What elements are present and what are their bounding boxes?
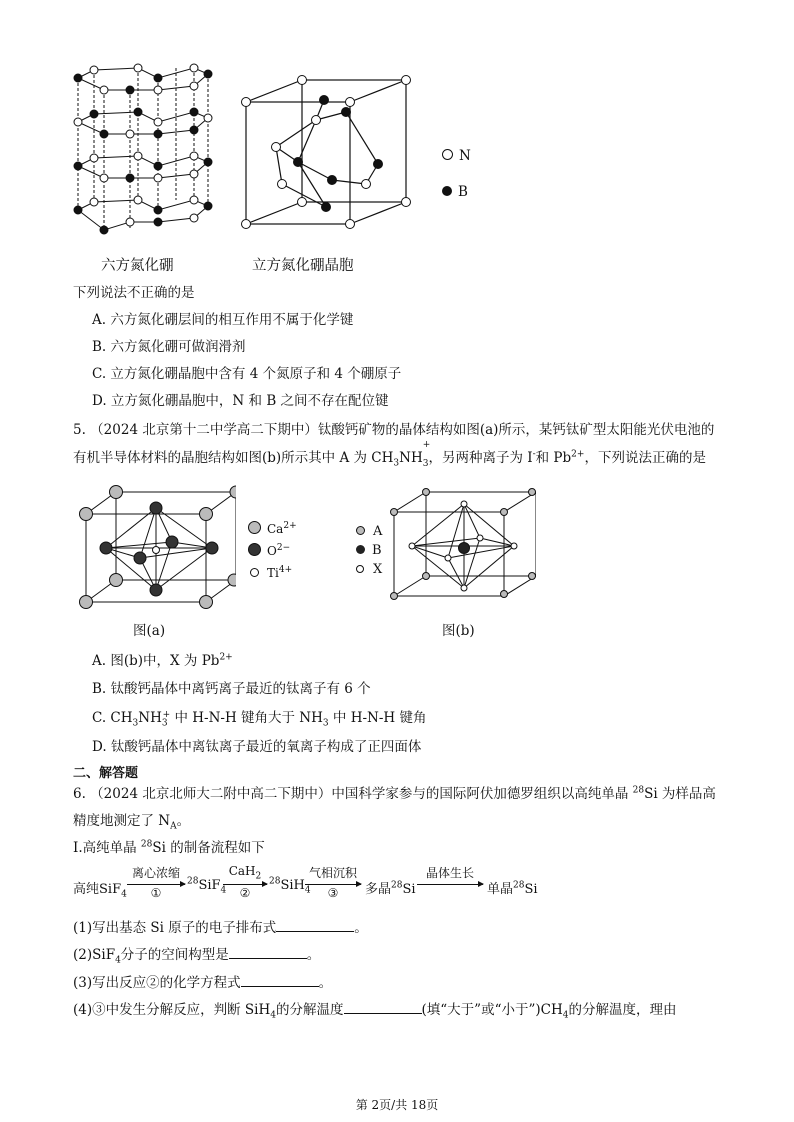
perovskite-figure-b — [386, 488, 536, 600]
legend-x-item — [356, 560, 382, 579]
flow-step-2: $^{28}$SiF$_4$ — [187, 876, 227, 896]
legend-ca-label: Ca — [267, 522, 284, 536]
perovskite-figure-a — [76, 484, 236, 610]
figure-b-caption: 图(b) — [442, 623, 475, 639]
legend-b-label-2: B — [372, 543, 382, 558]
flow-step-1: 高纯SiF$_4$ — [73, 882, 127, 900]
legend-b-label: B — [458, 184, 468, 200]
page-footer: 第 2页/共 18页 — [355, 1098, 439, 1112]
legend-o-item: $O^{2-}$ — [248, 540, 297, 562]
cubic-bn-unit-cell-figure — [236, 72, 426, 242]
q5-option-b: B. 钛酸钙晶体中离钙离子最近的钛离子有 6 个 — [92, 681, 371, 697]
q5-stem-line1: 5. （2024 北京第十二中学高二下期中）钛酸钙矿物的晶体结构如图(a)所示，某钙钛矿型太阳能光伏电池的 — [73, 422, 715, 438]
flow-step-4: 多晶$^{28}$Si — [365, 880, 416, 897]
q6-part1-title: Ⅰ.高纯单晶 $^{28}$Si 的制备流程如下 — [73, 839, 265, 856]
legend-o-label: O — [267, 544, 277, 558]
legend-ti-item: $Ti^{4+}$ — [248, 562, 297, 584]
legend-n-item — [442, 138, 471, 174]
dark-circle-icon — [248, 543, 261, 556]
legend-a-label: A — [373, 524, 383, 539]
flow-arrow-1 — [127, 884, 185, 885]
q4-option-d: D. 立方氮化硼晶胞中，N 和 B 之间不存在配位键 — [92, 393, 389, 409]
q5-stem-line2: 有机半导体材料的晶胞结构如图(b)所示其中 A 为 $CH_3NH$ $_{+ 3}$，另两种离子为 I-和 $Pb^{2+}$，下列说法正确的是 — [73, 439, 706, 469]
hexagonal-bn-figure — [66, 60, 226, 248]
figure-a-caption: 图(a) — [133, 623, 166, 639]
gray-circle-icon — [356, 526, 365, 535]
flow-arrow-2 — [223, 884, 267, 885]
legend-ti-label: Ti — [267, 566, 279, 580]
q5-option-a: A. 图(b)中，X 为 $Pb^{2+}$ — [92, 652, 233, 669]
flow-arrow-2-number: ② — [239, 886, 251, 900]
flow-arrow-4 — [417, 884, 483, 885]
small-open-circle-icon — [356, 565, 364, 573]
legend-n-label: N — [459, 148, 471, 164]
answer-blank[interactable] — [229, 945, 307, 959]
legend-a-item — [356, 522, 382, 541]
flow-arrow-4-label: 晶体生长 — [425, 866, 474, 880]
synthesis-flow — [73, 866, 543, 906]
bn-legend — [442, 138, 471, 210]
cubic-bn-caption: 立方氮化硼晶胞 — [252, 258, 354, 274]
q6-line1: 6. （2024 北京北师大二附中高二下期中）中国科学家参与的国际阿伏加德罗组织以高纯单晶 $^{28}$Si 为样品高 — [73, 785, 716, 802]
q6-sub3: (3)写出反应②的化学方程式 。 — [73, 975, 333, 991]
legend-b-item — [442, 174, 471, 210]
small-open-circle-icon — [250, 568, 259, 577]
flow-arrow-3 — [305, 884, 361, 885]
legend-b-item-2 — [356, 541, 382, 560]
q5-option-c: C. $CH_3NH_3^+$ 中 H-N-H 键角大于 $NH_3$ 中 H-N-H 键角 — [92, 709, 427, 729]
flow-arrow-2-label: CaH$_2$ — [228, 864, 262, 882]
flow-step-3: $^{28}$SiH$_4$ — [269, 876, 311, 896]
answer-blank[interactable] — [344, 1000, 422, 1014]
open-circle-icon — [442, 149, 453, 160]
flow-arrow-3-number: ③ — [327, 886, 339, 900]
flow-step-5: 单晶$^{28}$Si — [487, 880, 538, 897]
q4-stem: 下列说法不正确的是 — [73, 285, 195, 301]
figure-a-legend — [248, 518, 297, 584]
flow-arrow-3-label: 气相沉积 — [308, 866, 357, 880]
filled-circle-icon — [442, 186, 452, 196]
q6-sub4: (4)③中发生分解反应，判断 SiH$_4$的分解温度 (填“大于”或“小于$”)CH_4$的分解温度，理由 — [73, 1002, 677, 1021]
answer-blank[interactable] — [241, 973, 319, 987]
answer-blank[interactable] — [276, 918, 354, 932]
legend-ca-item: $Ca^{2+}$ — [248, 518, 297, 540]
gray-circle-icon — [248, 521, 261, 534]
q4-option-a: A. 六方氮化硼层间的相互作用不属于化学键 — [92, 312, 354, 328]
q6-line2: 精度地测定了 $N_A$。 — [73, 813, 191, 832]
q6-sub2: (2)SiF$_4$分子的空间构型是 。 — [73, 947, 321, 966]
q4-option-c: C. 立方氮化硼晶胞中含有 4 个氮原子和 4 个硼原子 — [92, 366, 402, 382]
flow-arrow-1-number: ① — [150, 886, 162, 900]
q5-option-d: D. 钛酸钙晶体中离钛离子最近的氧离子构成了正四面体 — [92, 739, 422, 755]
legend-x-label: X — [373, 562, 383, 577]
section-title: 二、解答题 — [73, 766, 139, 781]
figure-b-legend — [356, 522, 382, 579]
hex-bn-caption: 六方氮化硼 — [101, 258, 174, 274]
q4-option-b: B. 六方氮化硼可做润滑剂 — [92, 339, 246, 355]
flow-arrow-1-label: 离心浓缩 — [131, 866, 180, 880]
q6-sub1: (1)写出基态 Si 原子的电子排布式 。 — [73, 920, 368, 936]
filled-circle-icon — [356, 545, 365, 554]
